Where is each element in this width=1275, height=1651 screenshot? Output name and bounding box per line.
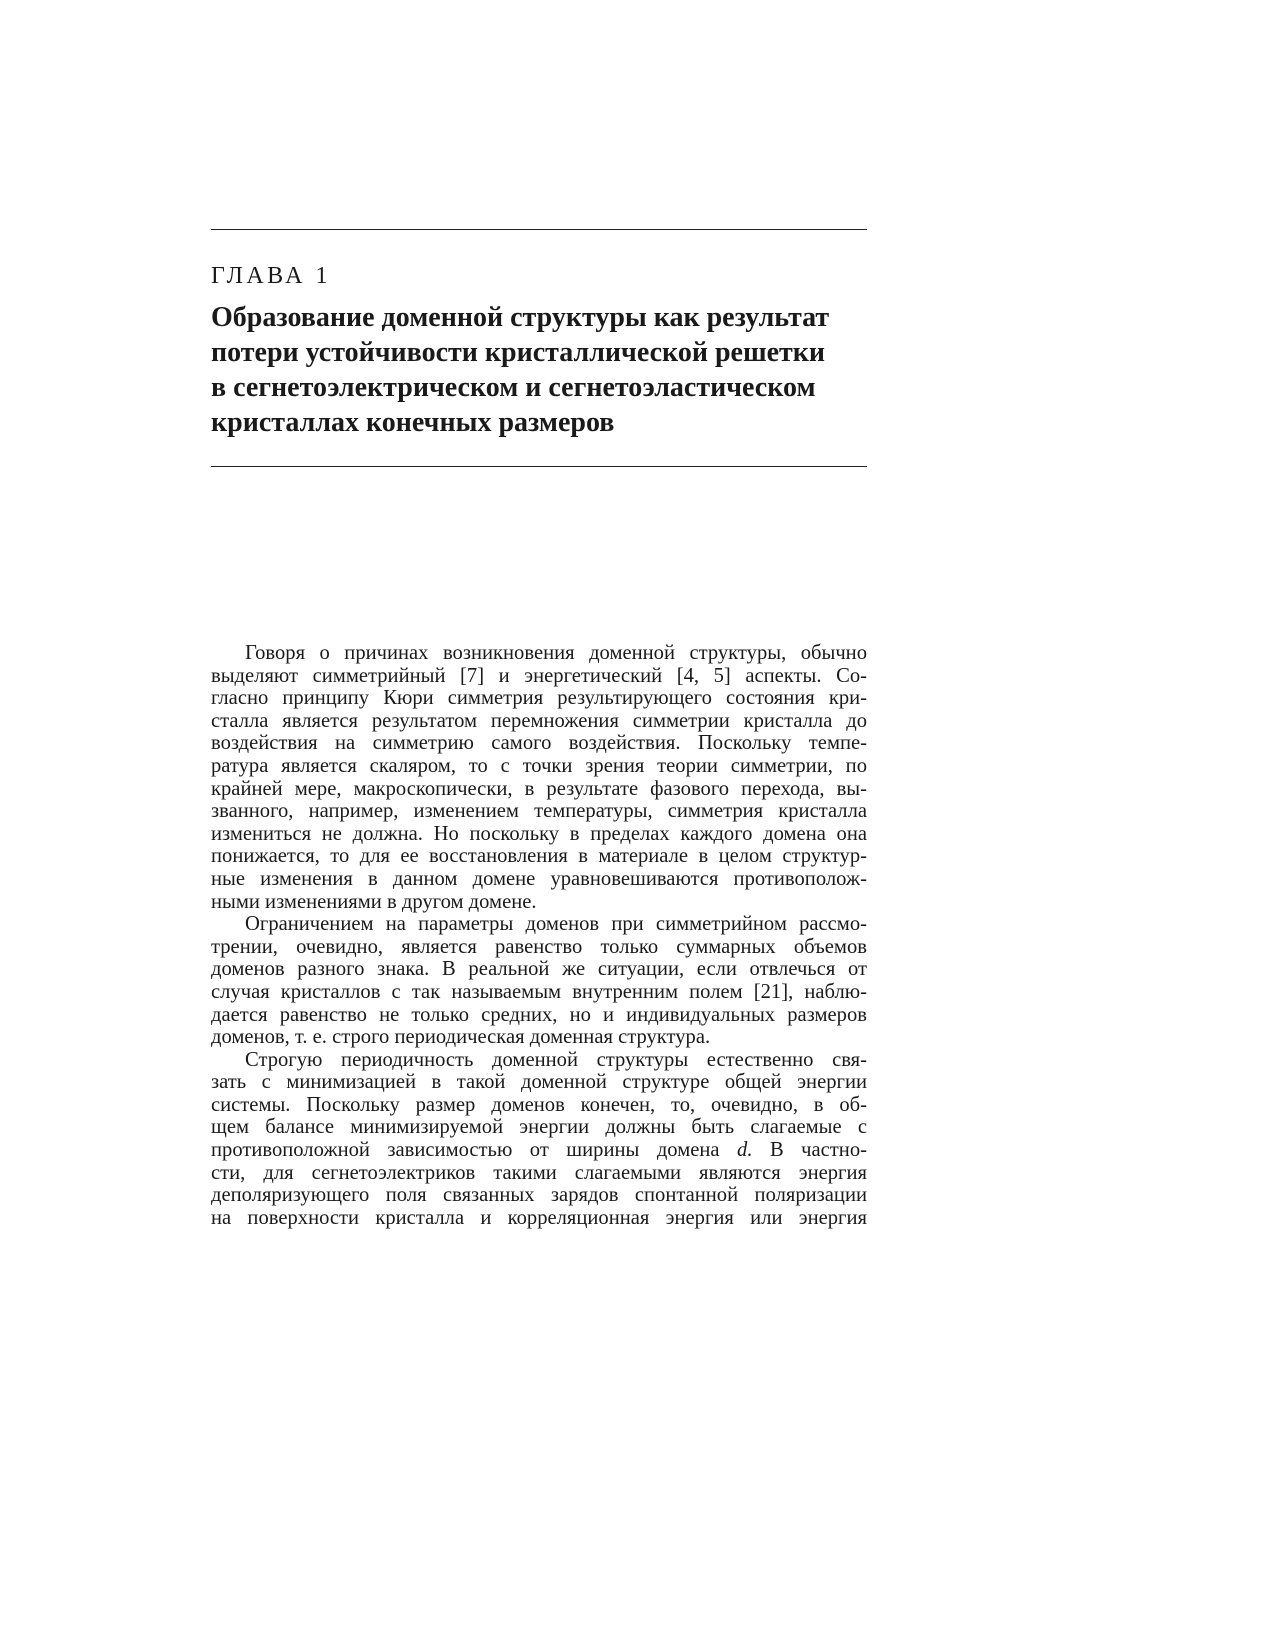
- chapter-title: [211, 300, 871, 440]
- text-line: на поверхности кристалла и корреляционная энергия или энергия: [211, 1206, 867, 1229]
- chapter-title-line: Образование доменной структуры как результат: [211, 302, 830, 333]
- text-line: дается равенство не только средних, но и индивидуальных размеров: [211, 1003, 867, 1026]
- text-line: щем балансе минимизируемой энергии должны быть слагаемые с: [211, 1116, 867, 1139]
- paragraph-3: [211, 1049, 867, 1230]
- text-line: ные изменения в данном домене уравновешиваются противополож-: [211, 867, 867, 890]
- text-line: Строгую периодичность доменной структуры естественно свя-: [245, 1048, 867, 1071]
- variable-d: d.: [737, 1139, 753, 1162]
- text-line: Говоря о причинах возникновения доменной структуры, обычно: [245, 642, 867, 664]
- text-line: доменов, т. е. строго периодическая доменная структура.: [211, 1026, 711, 1049]
- text-line: сти, для сегнетоэлектриков такими слагаемыми являются энергия: [211, 1161, 867, 1184]
- text-line: деполяризующего поля связанных зарядов спонтанной поляризации: [211, 1184, 867, 1207]
- chapter-title-line: в сегнетоэлектрическом и сегнетоэластическом: [211, 372, 816, 403]
- top-rule: [211, 229, 867, 230]
- text-fragment: В частно-: [752, 1139, 867, 1162]
- text-line: измениться не должна. Но поскольку в пределах каждого домена она: [211, 822, 867, 845]
- chapter-title-line: потери устойчивости кристаллической решетки: [211, 337, 826, 368]
- text-line: званного, например, изменением температуры, симметрия кристалла: [211, 800, 867, 823]
- text-line: воздействия на симметрию самого воздействия. Поскольку темпе-: [211, 732, 867, 755]
- text-line: выделяют симметрийный [7] и энергетический [4, 5] аспекты. Со-: [211, 664, 867, 687]
- text-line: ными изменениями в другом домене.: [211, 890, 537, 913]
- text-fragment: противоположной зависимостью от ширины домена: [211, 1139, 738, 1162]
- bottom-rule: [211, 466, 867, 467]
- paragraph-2: [211, 913, 867, 1049]
- text-line: [211, 1139, 867, 1162]
- text-line: Ограничением на параметры доменов при симметрийном рассмо-: [245, 913, 867, 936]
- chapter-label: ГЛАВА 1: [211, 263, 332, 289]
- text-line: крайней мере, макроскопически, в результате фазового перехода, вы-: [211, 777, 867, 800]
- text-line: случая кристаллов с так называемым внутренним полем [21], наблю-: [211, 980, 867, 1003]
- text-line: сталла является результатом перемножения симметрии кристалла до: [211, 709, 867, 732]
- chapter-title-line: кристаллах конечных размеров: [211, 407, 615, 438]
- text-line: ратура является скаляром, то с точки зрения теории симметрии, по: [211, 754, 867, 777]
- text-line: гласно принципу Кюри симметрия результирующего состояния кри-: [211, 687, 867, 710]
- text-line: трении, очевидно, является равенство только суммарных объемов: [211, 935, 867, 958]
- text-line: системы. Поскольку размер доменов конечен, то, очевидно, в об-: [211, 1093, 867, 1116]
- paragraph-1: [211, 642, 867, 913]
- text-line: понижается, то для ее восстановления в материале в целом структур-: [211, 845, 867, 868]
- text-line: зать с минимизацией в такой доменной структуре общей энергии: [211, 1071, 867, 1094]
- text-line: доменов разного знака. В реальной же ситуации, если отвлечься от: [211, 958, 867, 981]
- body-text: [211, 642, 867, 1229]
